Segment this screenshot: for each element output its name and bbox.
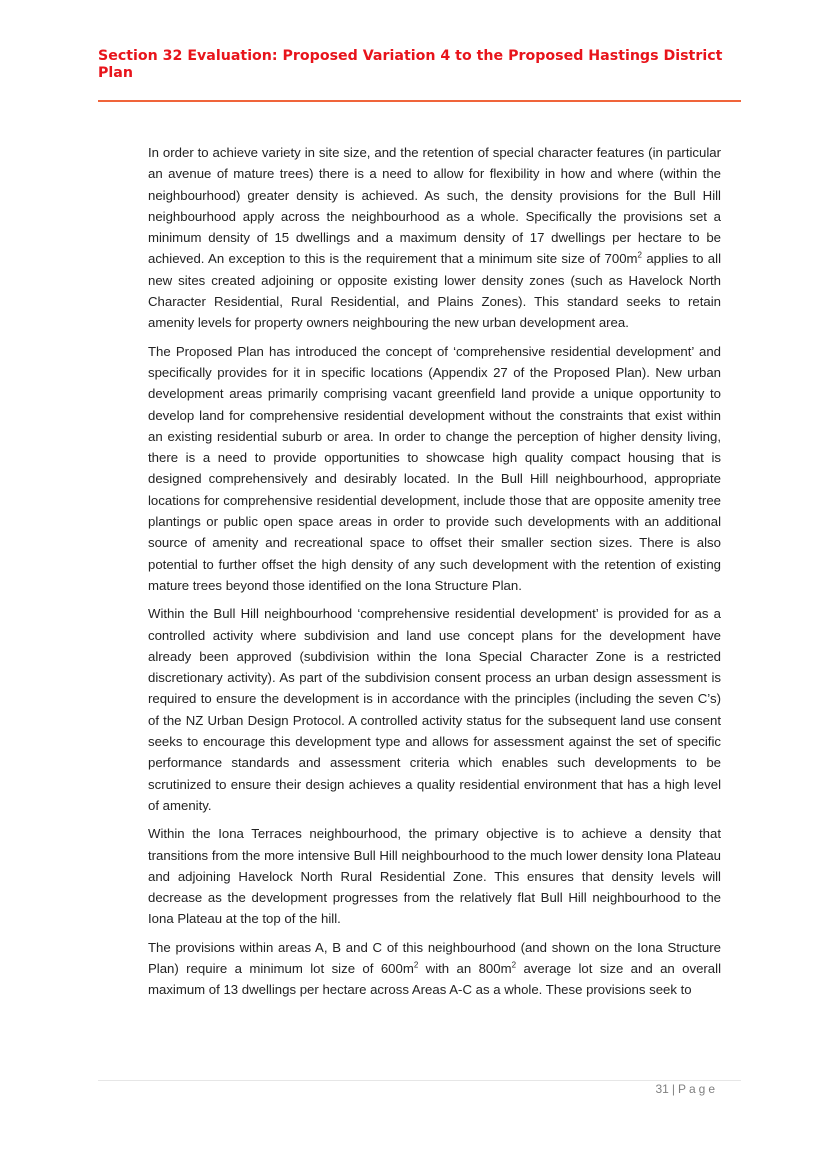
document-body [148,142,721,1008]
paragraph-bull-hill-density: In order to achieve variety in site size, and the retention of special character features (in particular an avenue of mature trees) there is a need to allow for flexibility in how and where (within the neighbourhood) greater density is achieved. As such, the density provisions for the Bull Hill neighbourhood apply across the neighbourhood as a whole. Specifically the provisions set a minimum density of 15 dwellings and a maximum density of 17 dwellings per hectare to be achieved. An exception to this is the requirement that a minimum site size of $700m^2$ applies to all new sites created adjoining or opposite existing lower density zones (such as Havelock North Character Residential, Rural Residential, and Plains Zones). This standard seeks to retain amenity levels for property owners neighbouring the new urban development area. [148,145,721,331]
paragraph-controlled-activity: Within the Bull Hill neighbourhood ‘comprehensive residential development’ is provided for as a controlled activity where subdivision and land use concept plans for the development have already been approved (subdivision within the Iona Special Character Zone is a restricted discretionary activity). As part of the subdivision consent process an urban design assessment is required to ensure the development is in accordance with the principles (including the seven C’s) of the NZ Urban Design Protocol. A controlled activity status for the subsequent land use consent seeks to encourage this development type and allows for assessment against the set of specific performance standards and assessment criteria which enables such developments to be scrutinized to ensure their design achieves a quality residential environment that has a high level of amenity. [148,606,721,813]
paragraph-iona-terraces: Within the Iona Terraces neighbourhood, the primary objective is to achieve a density that transitions from the more intensive Bull Hill neighbourhood to the much lower density Iona Plateau and adjoining Havelock North Rural Residential Zone. This ensures that density levels will decrease as the development progresses from the relatively flat Bull Hill neighbourhood to the Iona Plateau at the top of the hill. [148,826,721,927]
header-divider [98,100,741,102]
footer-divider [98,1080,741,1081]
paragraph-comprehensive-development: The Proposed Plan has introduced the concept of ‘comprehensive residential development’ and specifically provides for it in specific locations (Appendix 27 of the Proposed Plan). New urban development areas primarily comprising vacant greenfield land provide a unique opportunity to develop land for comprehensive residential development without the constraints that exist within an existing residential suburb or area. In order to change the perception of higher density living, there is a need to provide opportunities to showcase high quality compact housing that is designed comprehensively and desirably located. In the Bull Hill neighbourhood, appropriate locations for comprehensive residential development, include those that are opposite amenity tree plantings or public open space areas in order to provide such developments with an additional source of amenity and recreational space to offset their smaller section sizes. There is also potential to further offset the high density of any such development with the retention of existing mature trees beyond those identified on the Iona Structure Plan. [148,343,721,593]
document-header-title: Section 32 Evaluation: Proposed Variation 4 to the Proposed Hastings District Plan [98,48,723,81]
page-number: 31 | Page [655,1082,718,1096]
paragraph-areas-abc: The provisions within areas A, B and C of this neighbourhood (and shown on the Iona Structure Plan) require a minimum lot size of $600m^2$ with an $800m^2$ average lot size and an overall maximum of 13 dwellings per hectare across Areas A-C as a whole. These provisions seek to [148,939,721,998]
